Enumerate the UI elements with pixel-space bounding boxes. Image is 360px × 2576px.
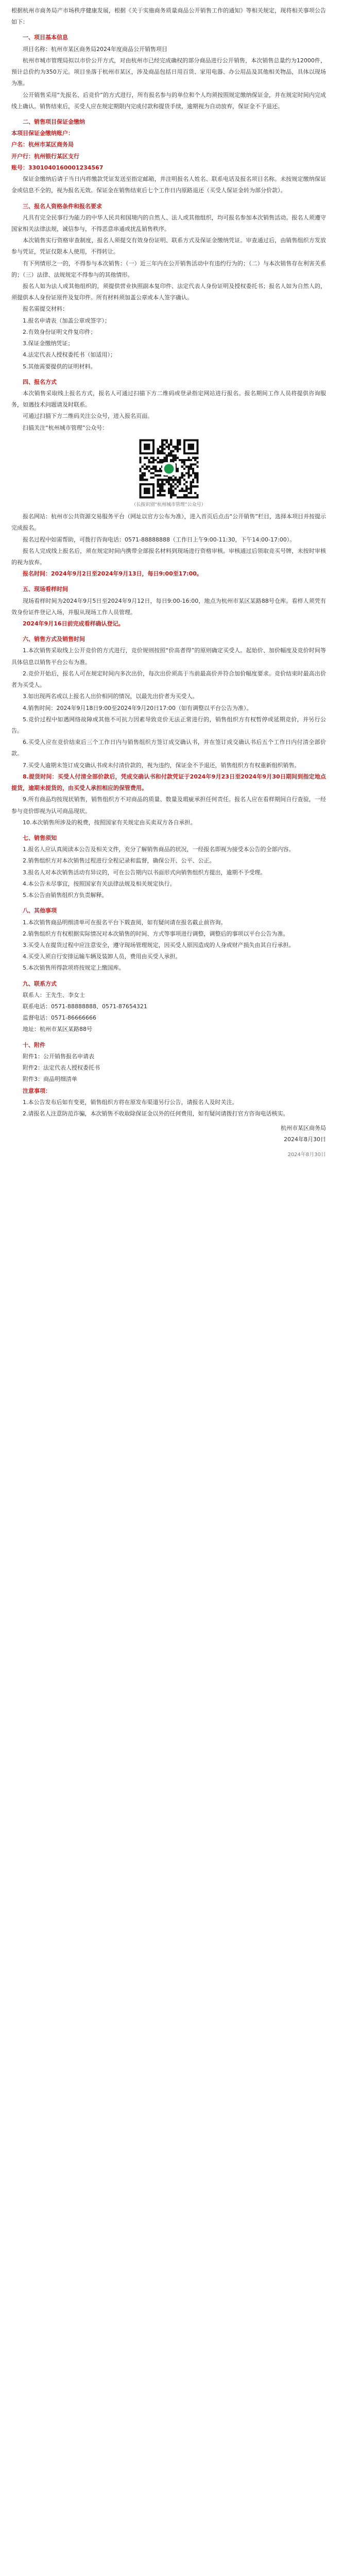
paragraph: 2024年9月16日前完成看样确认登记。 (23, 620, 124, 628)
qr-code-block (11, 437, 326, 509)
paragraph: 1.本次销售商品明细清单可在报名平台下载查阅，如有疑问请在报名截止前咨询。 (23, 919, 227, 926)
footer-date: 2024年8月30日 (287, 1151, 326, 1158)
paragraph: 报名需提交材料： (23, 306, 68, 313)
paragraph: 扫描关注“杭州城市管理”公众号： (23, 424, 108, 431)
section-heading: 四、报名方式 (23, 378, 57, 385)
paragraph: 本项目保证金缴纳账户： (11, 130, 74, 137)
signature-date: 2024年8月30日 (284, 1136, 326, 1143)
paragraph: 7.买受人逾期未签订成交确认书或未付清价款的，视为违约，保证金不予退还，销售组织方有权重新组织销售。 (23, 761, 300, 769)
paragraph: 3.报名人对本次销售活动有异议的，可在公告期内以书面形式向销售组织方提出，逾期不予受理。 (23, 869, 266, 876)
article (0, 0, 337, 1165)
paragraph: 4.买受人须自行安排运输车辆及装卸人员，费用由买受人承担。 (23, 953, 181, 960)
section-heading: 一、项目基本信息 (23, 34, 68, 41)
paragraph: 报名人如为法人或其他组织的，须提供营业执照副本复印件、法定代表人身份证明及授权委托书；报名人如为自然人的，须提供本人身份证原件及复印件。所有材料须加盖公章或本人签字确认。 (11, 283, 326, 301)
paragraph: 2.销售组织方有权根据实际情况对本次销售的时间、方式等事项进行调整，调整后的事项以平台公告为准。 (23, 930, 289, 937)
paragraph: 项目名称：杭州市某区商务局2024年度商品公开销售项目 (23, 45, 167, 53)
paragraph: 5.竞价过程中如遇网络故障或其他不可抗力因素导致竞价无法正常进行的，销售组织方有权暂停或延期竞价，并另行公告。 (11, 716, 326, 734)
paragraph: 报名网站：杭州市公共资源交易服务平台（网址以官方公布为准），进入首页后点击“公开销售”栏目，选择本项目并按提示完成报名。 (11, 513, 326, 532)
paragraph: 开户行：杭州银行某区支行 (11, 152, 79, 160)
paragraph: 5.本公告由销售组织方负责解释。 (23, 892, 108, 899)
section-heading: 七、销售须知 (23, 834, 57, 841)
section-heading: 六、销售方式及销售时间 (23, 636, 85, 643)
section-heading: 二、销售项目保证金缴纳 (23, 118, 85, 125)
paragraph: 附件3：商品明细清单 (23, 1076, 77, 1083)
paragraph: 4.本公告未尽事宜，按照国家有关法律法规及相关规定执行。 (23, 880, 176, 887)
paragraph: 监督电话：0571-86666666 (23, 1014, 96, 1022)
paragraph: 联系电话：0571-88888888、0571-87654321 (23, 1003, 147, 1010)
paragraph: 4.法定代表人授权委托书（如适用）； (23, 351, 116, 359)
qr-caption: （长按识别“杭州城市管理”公众号） (131, 502, 206, 507)
signature: 杭州市某区商务局 (281, 1125, 326, 1132)
paragraph: 注意事项： (23, 1087, 51, 1094)
paragraph: 凡具有完全民事行为能力的中华人民共和国境内的自然人、法人或其他组织，均可报名参加本次销售活动。报名人须遵守国家相关法律法规，诚信参与，不得恶意串通或扰乱销售秩序。 (11, 214, 326, 232)
section-heading: 十、附件 (23, 1041, 45, 1048)
paragraph: 根据杭州市商务局产市场秩序健康发展，根据《关于实施商务质量商品公开销售工作的通知》等相关规定，现将相关事项公告如下： (11, 7, 326, 26)
paragraph: 保证金缴纳后请于当日内将缴款凭证发送至指定邮箱，并注明报名人姓名、联系电话及报名项目名称。未按规定缴纳保证金或信息不全的，视为报名无效。保证金在销售结束后七个工作日内原路退还（买受人保证金转为部分价款）。 (11, 176, 326, 194)
paragraph: 1.报名申请表（加盖公章或签字）； (23, 317, 110, 324)
section-heading: 五、现场看样时间 (23, 586, 68, 593)
paragraph: 报名人完成线上报名后，须在规定时间内携带全部报名材料到现场进行资格审核。审核通过后领取竞买号牌，未按时审核的视为放弃。 (11, 547, 326, 566)
paragraph: 地址：杭州市某区某路88号 (23, 1026, 92, 1033)
paragraph: 有下列情形之一的，不得参与本次销售：（一）近三年内在公开销售活动中有违约行为的；（二）与本次销售存在利害关系的；（三）法律、法规规定不得参与的其他情形。 (11, 260, 326, 278)
qr-logo-icon (164, 464, 174, 473)
section-heading: 八、其他事项 (23, 907, 57, 914)
paragraph: 1.本次销售采取线上公开竞价的方式进行，竞价规则按照“价高者得”的原则确定买受人。起始价、加价幅度及竞价时间等具体信息以销售平台公布为准。 (11, 647, 326, 666)
paragraph: 杭州市城市管理局拟以市价公开方式，对由杭州市已经完成确权的部分商品进行公开销售，本次销售总量约为12000件，预计总价约为350万元。项目坐落于杭州市某区，涉及商品包括日用百货、家用电器、办公用品及其他相关物品，具体以现场为准。 (11, 57, 326, 87)
paragraph: 10.本次销售所涉及的税费，按照国家有关规定由买卖双方各自承担。 (23, 819, 196, 826)
section-heading: 三、报名人资格条件和报名要求 (23, 202, 102, 210)
paragraph: 2.请报名人注意防范诈骗，本次销售不收取除保证金以外的任何费用，如有疑问请拨打官方咨询电话核实。 (23, 1110, 289, 1117)
paragraph: 报名时间：2024年9月2日至2024年9月13日，每日9:00至17:00。 (23, 570, 202, 578)
paragraph: 本次销售实行资格审查制度，报名人须提交有效身份证明、联系方式及保证金缴纳凭证。审查通过后，由销售组织方发放参与凭证，凭证仅限本人使用，不得转让。 (11, 237, 326, 256)
paragraph: 3.保证金缴纳凭证； (23, 340, 74, 347)
section-heading: 九、联系方式 (23, 980, 57, 987)
paragraph: 3.如出现两名或以上报名人出价相同的情况，以最先出价者为买受人。 (23, 693, 198, 700)
paragraph: 5.其他需要提供的证明材料。 (23, 363, 96, 370)
paragraph: 3.买受人在提货过程中应注意安全，遵守现场管理规定，因买受人原因造成的人身或财产损失由其自行承担。 (23, 941, 295, 948)
paragraph: 8.提货时间：买受人付清全部价款后，凭成交确认书和付款凭证于2024年9月23日至2024年9月30日期间到指定地点提货，逾期未提货的，由买受人承担相应的保管费用。 (11, 773, 326, 792)
paragraph: 2.销售组织方对本次销售过程进行全程记录和监督，确保公开、公平、公正。 (23, 857, 215, 865)
paragraph: 1.本公告发布后如有变更，销售组织方将在原发布渠道另行公告，请报名人及时关注。 (23, 1098, 238, 1106)
paragraph: 公开销售采用“先报名、后竞价”的方式进行，所有报名参与的单位和个人均须按照规定缴纳保证金，并在规定时间内完成线上确认。销售结束后，买受人应在规定期限内完成付款和提货手续，逾期视为自动放弃，保证金不予退还。 (11, 91, 326, 110)
paragraph: 2.竞价开始后，报名人可在规定时间内多次出价，每次出价须高于当前最高价并符合加价幅度要求。竞价结束时最高出价者为买受人。 (11, 670, 326, 689)
paragraph: 户名：杭州市某区商务局 (11, 141, 74, 148)
paragraph: 附件1：公开销售报名申请表 (23, 1053, 94, 1060)
paragraph: 6.买受人应在竞价结束后三个工作日内与销售组织方签订成交确认书，并在签订成交确认书后五个工作日内付清全部价款。 (11, 739, 326, 757)
paragraph: 4.销售时间：2024年9月18日9:00至2024年9月20日17:00（如有调整以平台公告为准）。 (23, 704, 252, 711)
paragraph: 报名过程中如需帮助，可拨打咨询电话：0571-88888888（工作日上午9:00-11:30，下午14:00-17:00）。 (23, 536, 296, 543)
paragraph: 联系人：王先生、李女士 (23, 991, 85, 998)
paragraph: 2.有效身份证明文件复印件； (23, 328, 96, 335)
paragraph: 账号：3301040160001234567 (11, 164, 104, 171)
paragraph: 现场看样时间为2024年9月5日至2024年9月12日，每日9:00-16:00，地点为杭州市某区某路88号仓库。看样人须凭有效身份证件登记入场，并服从现场工作人员管理。 (11, 597, 326, 616)
paragraph: 附件2：法定代表人授权委托书 (23, 1064, 100, 1072)
qr-code-icon[interactable] (137, 437, 201, 501)
paragraph: 可通过扫描下方二维码关注公众号，进入报名页面。 (23, 413, 153, 420)
paragraph: 5.本次销售所得款项将按规定上缴国库。 (23, 964, 125, 972)
paragraph: 9.所有商品均按现状销售，销售组织方不对商品的质量、数量及瑕疵承担任何责任。报名人应在看样期间自行查验，一经参与竞价即视为认可商品现状。 (11, 796, 326, 815)
paragraph: 本次销售采取线上报名方式，报名人可通过扫描下方二维码或登录指定网站进行报名。报名期间工作人员将提供咨询服务，如遇技术问题请及时联系。 (11, 390, 326, 409)
paragraph: 1.报名人应认真阅读本公告及相关文件，充分了解销售商品的状况，一经报名即视为接受本公告的全部内容。 (23, 846, 295, 853)
article-body (11, 5, 326, 1120)
